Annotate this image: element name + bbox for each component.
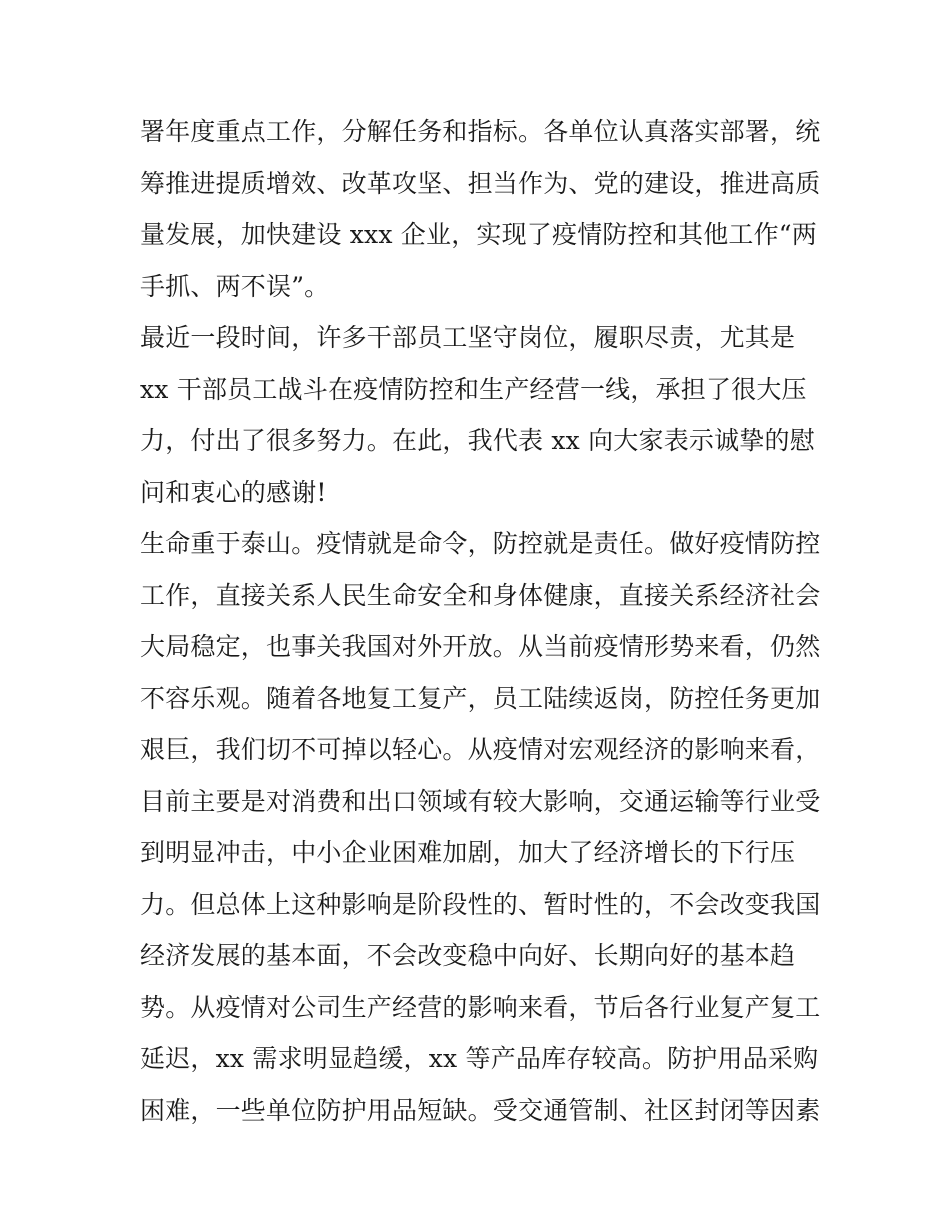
text-line: 到明显冲击，中小企业困难加剧，加大了经济增长的下行压 xyxy=(140,838,796,867)
text-line: 延迟，xx 需求明显趋缓，xx 等产品库存较高。防护用品采购 xyxy=(140,1044,819,1073)
text-line: 艰巨，我们切不可掉以轻心。从疫情对宏观经济的影响来看， xyxy=(140,735,821,764)
text-line: 问和衷心的感谢! xyxy=(140,477,327,507)
text-line: 手抓、两不误”。 xyxy=(140,271,330,301)
text-line: 力，付出了很多努力。在此，我代表 xx 向大家表示诚挚的慰 xyxy=(140,426,815,455)
document-body xyxy=(140,106,820,1136)
text-line: 最近一段时间，许多干部员工坚守岗位，履职尽责，尤其是 xyxy=(140,323,796,352)
text-line: 生命重于泰山。疫情就是命令，防控就是责任。做好疫情防控 xyxy=(140,529,821,558)
paragraph xyxy=(140,518,820,1136)
text-line: 署年度重点工作，分解任务和指标。各单位认真落实部署，统 xyxy=(140,117,821,146)
text-line: 力。但总体上这种影响是阶段性的、暂时性的，不会改变我国 xyxy=(140,889,821,919)
text-line: 量发展，加快建设 xxx 企业，实现了疫情防控和其他工作“两 xyxy=(140,220,817,249)
text-line: 势。从疫情对公司生产经营的影响来看，节后各行业复产复工 xyxy=(140,992,821,1022)
text-line: 困难，一些单位防护用品短缺。受交通管制、社区封闭等因素 xyxy=(140,1095,821,1125)
text-line: xx 干部员工战斗在疫情防控和生产经营一线，承担了很大压 xyxy=(140,374,807,404)
text-line: 工作，直接关系人民生命安全和身体健康，直接关系经济社会 xyxy=(140,580,821,610)
text-line: 不容乐观。随着各地复工复产，员工陆续返岗，防控任务更加 xyxy=(140,683,821,713)
text-line: 经济发展的基本面，不会改变稳中向好、长期向好的基本趋 xyxy=(140,941,796,970)
text-line: 目前主要是对消费和出口领域有较大影响，交通运输等行业受 xyxy=(140,786,821,816)
text-line: 筹推进提质增效、改革攻坚、担当作为、党的建设，推进高质 xyxy=(140,168,821,198)
paragraph xyxy=(140,106,820,312)
paragraph xyxy=(140,312,820,518)
text-line: 大局稳定，也事关我国对外开放。从当前疫情形势来看，仍然 xyxy=(140,632,821,661)
